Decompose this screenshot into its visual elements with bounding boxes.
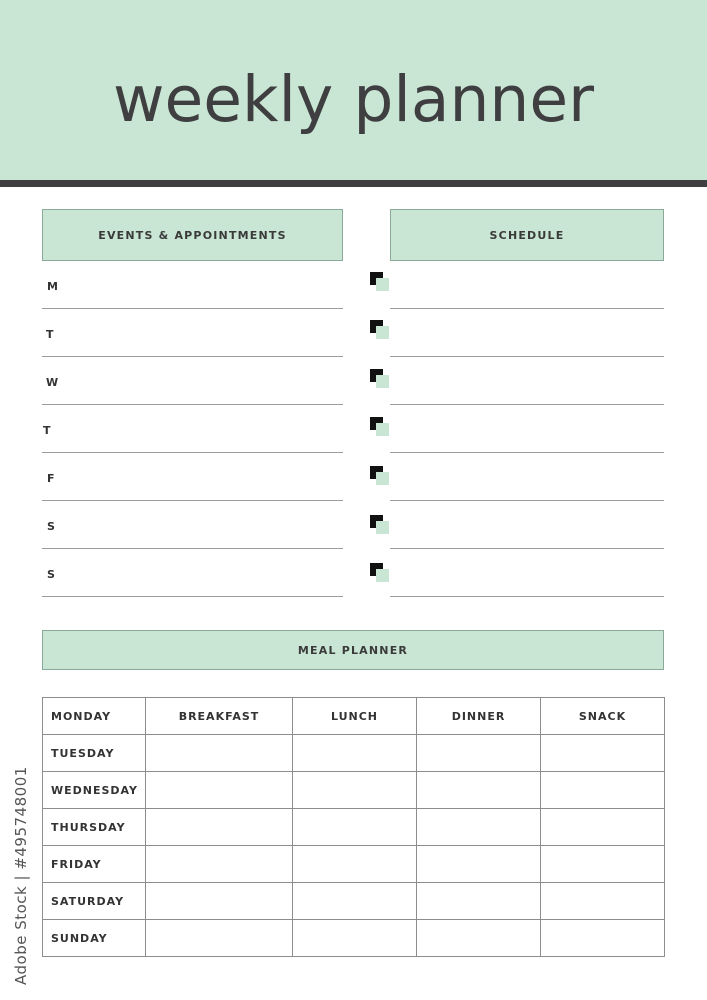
meal-cell[interactable] xyxy=(146,735,293,772)
day-letter-tuesday: T xyxy=(46,328,54,341)
events-row[interactable] xyxy=(42,501,343,549)
table-row xyxy=(43,883,665,920)
meal-planner-table xyxy=(42,697,665,957)
meal-cell[interactable] xyxy=(146,809,293,846)
meal-cell[interactable] xyxy=(541,772,665,809)
schedule-row[interactable] xyxy=(390,261,664,309)
meal-cell[interactable] xyxy=(293,735,417,772)
row-label-sunday: SUNDAY xyxy=(43,920,146,957)
row-label-saturday: SATURDAY xyxy=(43,883,146,920)
schedule-checkbox[interactable] xyxy=(370,320,390,340)
meal-planner-heading-label: MEAL PLANNER xyxy=(297,643,409,657)
checkbox-accent-icon xyxy=(376,375,389,388)
column-header-breakfast: BREAKFAST xyxy=(146,698,293,735)
checkbox-accent-icon xyxy=(376,569,389,582)
column-header-lunch: LUNCH xyxy=(293,698,417,735)
row-label-tuesday: TUESDAY xyxy=(43,735,146,772)
schedule-row[interactable] xyxy=(390,309,664,357)
meal-cell[interactable] xyxy=(417,809,541,846)
day-letter-monday: M xyxy=(47,280,58,293)
meal-cell[interactable] xyxy=(417,883,541,920)
meal-cell[interactable] xyxy=(293,772,417,809)
meal-cell[interactable] xyxy=(417,772,541,809)
meal-cell[interactable] xyxy=(293,883,417,920)
meal-cell[interactable] xyxy=(541,920,665,957)
schedule-row[interactable] xyxy=(390,501,664,549)
header-divider xyxy=(0,180,707,187)
schedule-checkbox[interactable] xyxy=(370,369,390,389)
checkbox-accent-icon xyxy=(376,521,389,534)
schedule-row[interactable] xyxy=(390,405,664,453)
schedule-checkbox[interactable] xyxy=(370,272,390,292)
meal-cell[interactable] xyxy=(293,846,417,883)
schedule-checkbox[interactable] xyxy=(370,417,390,437)
schedule-checkbox[interactable] xyxy=(370,466,390,486)
meal-cell[interactable] xyxy=(417,735,541,772)
day-letter-thursday: T xyxy=(43,424,51,437)
meal-cell[interactable] xyxy=(541,883,665,920)
checkbox-accent-icon xyxy=(376,326,389,339)
day-letter-sunday: S xyxy=(47,568,55,581)
events-heading-label: EVENTS & APPOINTMENTS xyxy=(98,228,287,242)
table-row xyxy=(43,698,665,735)
events-row[interactable] xyxy=(42,405,343,453)
meal-cell[interactable] xyxy=(417,920,541,957)
day-letter-friday: F xyxy=(47,472,55,485)
checkbox-accent-icon xyxy=(376,423,389,436)
row-label-wednesday: WEDNESDAY xyxy=(43,772,146,809)
meal-cell[interactable] xyxy=(417,846,541,883)
events-row[interactable] xyxy=(42,453,343,501)
meal-cell[interactable] xyxy=(146,846,293,883)
checkbox-accent-icon xyxy=(376,278,389,291)
day-letter-saturday: S xyxy=(47,520,55,533)
schedule-checkbox[interactable] xyxy=(370,563,390,583)
table-row xyxy=(43,846,665,883)
meal-cell[interactable] xyxy=(146,920,293,957)
schedule-row[interactable] xyxy=(390,357,664,405)
events-row[interactable] xyxy=(42,309,343,357)
checkbox-accent-icon xyxy=(376,472,389,485)
page-title: weekly planner xyxy=(113,63,594,136)
table-row xyxy=(43,809,665,846)
events-row[interactable] xyxy=(42,261,343,309)
stock-watermark-id: Adobe Stock | #495748001 xyxy=(12,766,30,985)
events-row[interactable] xyxy=(42,549,343,597)
table-row xyxy=(43,735,665,772)
schedule-heading-label: SCHEDULE xyxy=(489,228,565,242)
column-header-snack: SNACK xyxy=(541,698,665,735)
schedule-row[interactable] xyxy=(390,453,664,501)
day-letter-wednesday: W xyxy=(46,376,59,389)
meal-cell[interactable] xyxy=(293,809,417,846)
meal-planner-heading xyxy=(42,630,664,670)
row-label-friday: FRIDAY xyxy=(43,846,146,883)
meal-cell[interactable] xyxy=(541,846,665,883)
meal-cell[interactable] xyxy=(541,735,665,772)
meal-cell[interactable] xyxy=(541,809,665,846)
row-label-monday: MONDAY xyxy=(43,698,146,735)
schedule-checkbox[interactable] xyxy=(370,515,390,535)
schedule-row[interactable] xyxy=(390,549,664,597)
schedule-heading xyxy=(390,209,664,261)
table-row xyxy=(43,772,665,809)
events-heading xyxy=(42,209,343,261)
meal-cell[interactable] xyxy=(293,920,417,957)
meal-cell[interactable] xyxy=(146,772,293,809)
table-row xyxy=(43,920,665,957)
column-header-dinner: DINNER xyxy=(417,698,541,735)
row-label-thursday: THURSDAY xyxy=(43,809,146,846)
events-row[interactable] xyxy=(42,357,343,405)
meal-cell[interactable] xyxy=(146,883,293,920)
